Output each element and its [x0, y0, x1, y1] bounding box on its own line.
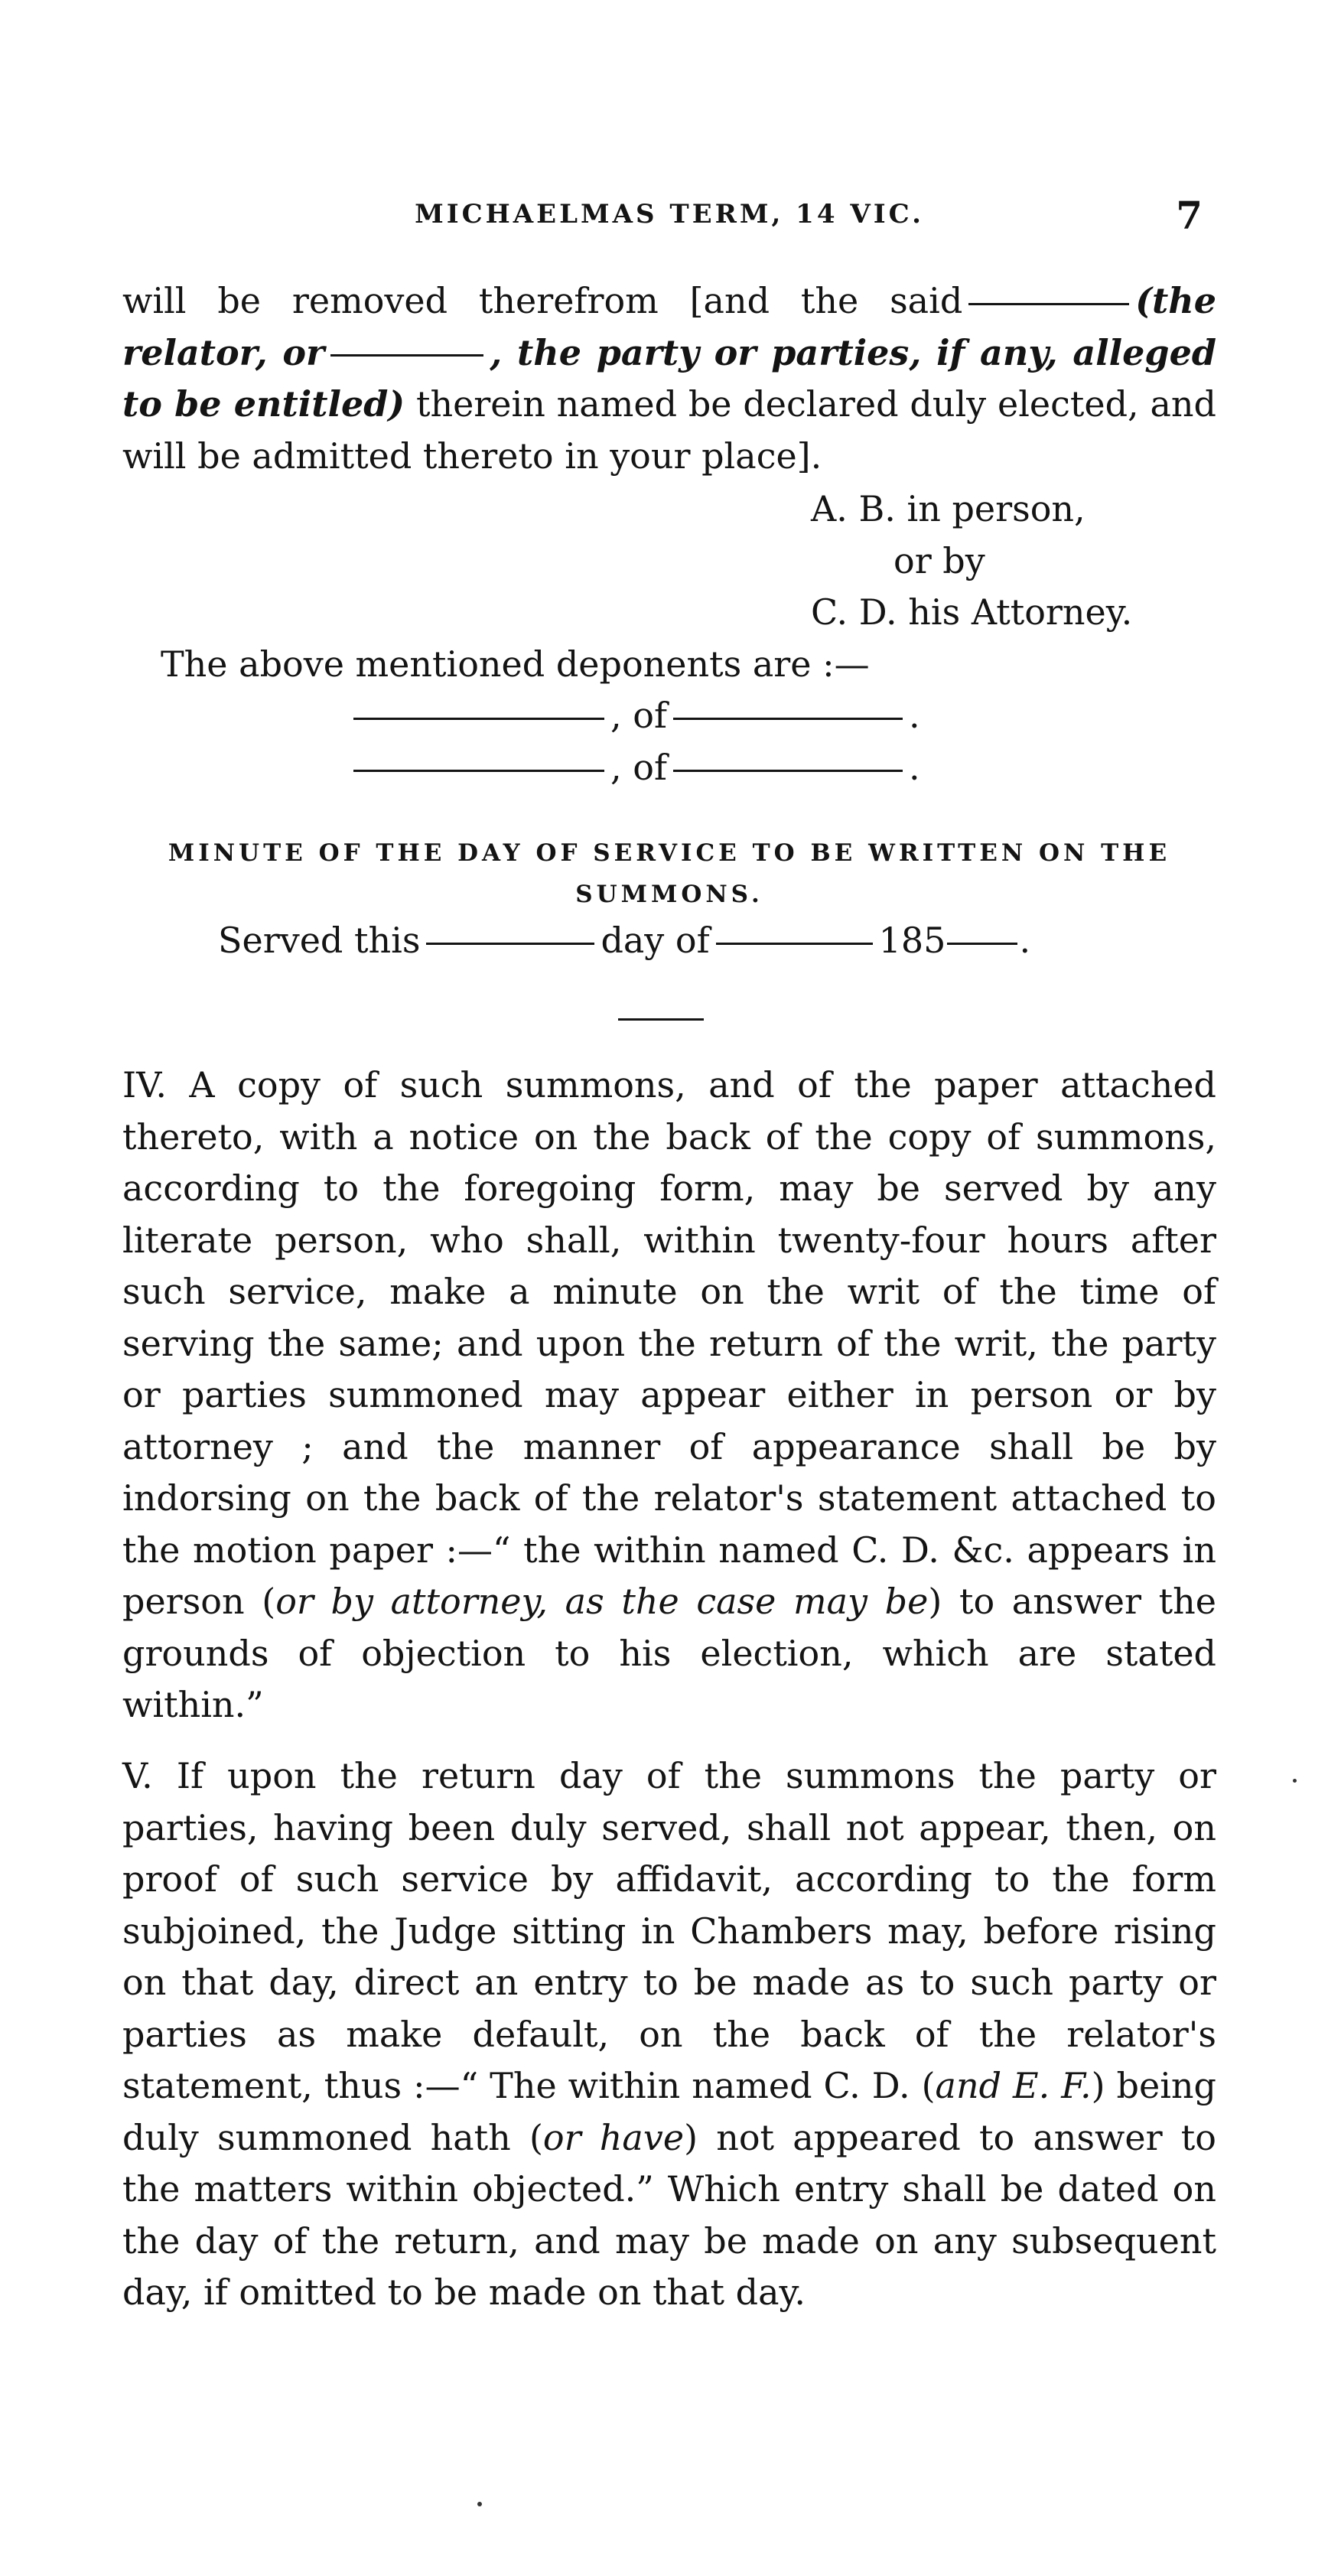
text-run: IV. A copy of such summons, and of the paper attached thereto, with a notice on the back of the copy of summons, according to the foregoing form, may be served by any literate person, who shall, within twenty-four hours after such service, make a minute on the writ of the time of serving the same; and upon the return of the writ, the party or parties summoned may appear either in person or by attorney ; and the manner of appearance shall be by indorsing on the back of the relator's statement attached to the motion paper :—“ the within named C. D. &c. appears in person (	[122, 1064, 1216, 1622]
running-head: MICHAELMAS TERM, 14 VIC.	[415, 199, 924, 230]
served-line	[218, 915, 1030, 967]
text-run: ) not appeared to answer to the matters within objected.” Which entry shall be dated on the day of the return, and may be made on any subsequent day, if omitted to be made on that day.	[122, 2116, 1216, 2313]
served-label: Served this	[218, 920, 421, 961]
blank-line	[968, 303, 1129, 305]
of-label: , of	[610, 747, 667, 788]
bottom-dot	[477, 2502, 482, 2506]
italic-text: or by attorney, as the case may be	[275, 1581, 929, 1622]
line-end: .	[1019, 920, 1031, 961]
deponent-line-2	[353, 742, 920, 794]
signature-line-3: C. D. his Attorney.	[811, 591, 1133, 633]
blank-line	[673, 770, 903, 772]
text-run: will be removed therefrom [and the said	[122, 280, 963, 321]
blank-line	[947, 943, 1017, 945]
year-label: 185	[878, 920, 946, 961]
blank-line	[426, 943, 594, 945]
signature-line-2: or by	[893, 540, 985, 581]
blank-line	[353, 718, 604, 720]
section-iv-paragraph	[122, 1060, 1216, 1731]
section-v-paragraph	[122, 1750, 1216, 2319]
text-run: ) to answer the grounds of objection to his election, which are stated within.”	[122, 1581, 1217, 1725]
margin-dot	[1293, 1779, 1297, 1783]
text-run: V. If upon the return day of the summons the party or parties, having been duly served, shall not appear, then, on proof of such service by affidavit, according to the form subjoined, the Judge sitting in Chambers may, before rising on that day, direct an entry to be made as to such party or parties as make default, on the back of the relator's statement, thus :—“ The within named C. D. (	[122, 1755, 1216, 2106]
italic-text: , the party or parties, if any, alleged to be entitled)	[122, 331, 1216, 425]
of-label: , of	[610, 695, 667, 736]
blank-line	[353, 770, 604, 772]
text-run: ) being duly summoned hath (	[122, 2065, 1217, 2158]
blank-line	[330, 354, 483, 357]
line-end: .	[908, 695, 920, 736]
signature-line-1: A. B. in person,	[811, 488, 1085, 529]
continued-paragraph	[122, 275, 1216, 482]
blank-line	[673, 718, 903, 720]
section-divider	[618, 1018, 704, 1021]
blank-line	[716, 943, 873, 945]
page-number: 7	[1176, 193, 1203, 238]
italic-text: (the relator, or	[122, 280, 1216, 373]
minute-heading: MINUTE OF THE DAY OF SERVICE TO BE WRITTEN ON THE SUMMONS.	[168, 839, 1171, 908]
text-run: therein named be declared duly elected, and will be admitted thereto in your place].	[122, 383, 1216, 477]
day-of-label: day of	[601, 920, 710, 961]
line-end: .	[908, 747, 920, 788]
deponent-line-1	[353, 690, 920, 742]
italic-text: and E. F.	[935, 2065, 1092, 2106]
italic-text: or have	[542, 2116, 685, 2158]
deponents-intro: The above mentioned deponents are :—	[161, 643, 870, 685]
page-header	[122, 193, 1216, 239]
